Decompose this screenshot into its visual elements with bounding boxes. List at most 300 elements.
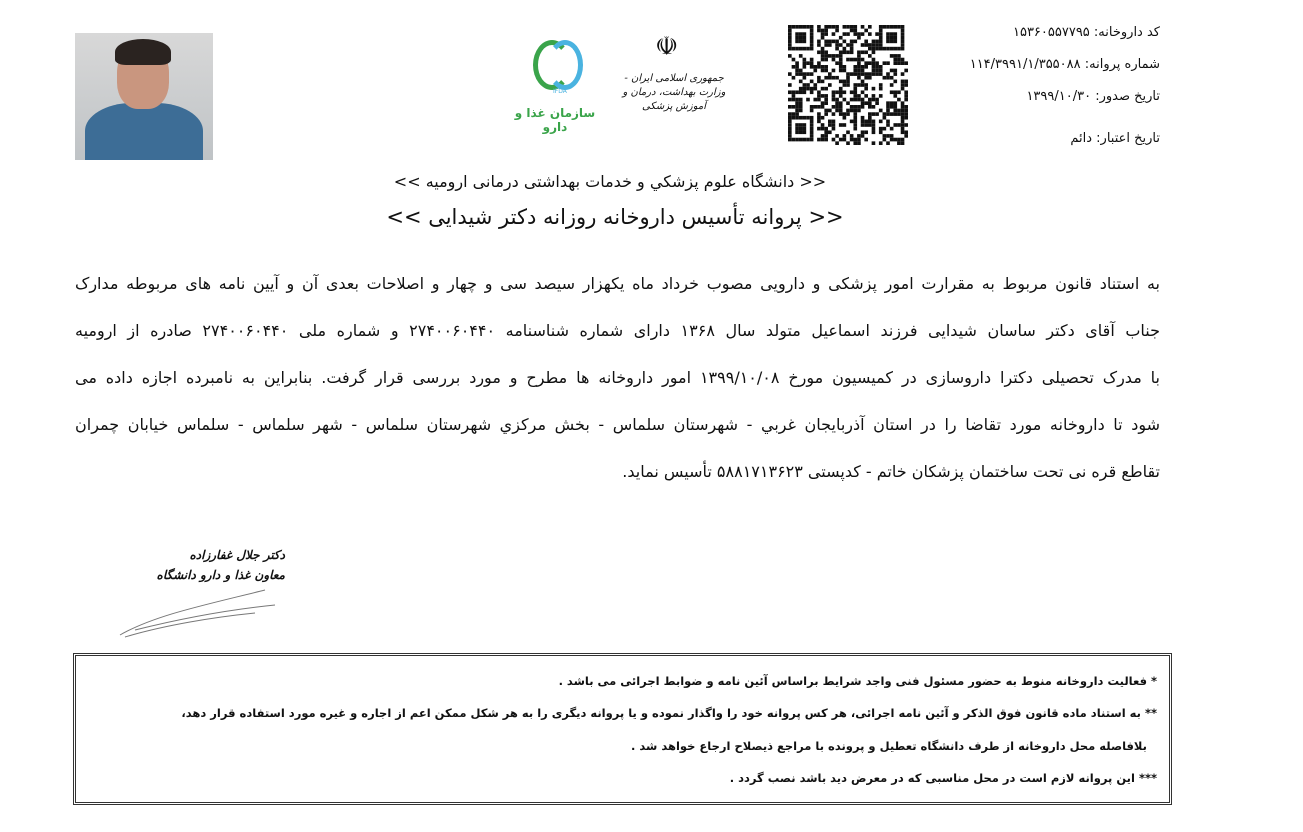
qr-module [795,72,799,76]
qr-module [824,87,828,91]
qr-module [850,47,854,51]
qr-module [861,134,865,138]
qr-module [824,109,828,113]
qr-module [788,98,792,102]
qr-module [810,43,814,47]
qr-module [813,83,817,87]
qr-module [828,120,832,124]
qr-module [810,130,814,134]
qr-module [883,134,887,138]
qr-module [857,32,861,36]
qr-module [893,72,897,76]
qr-module [853,72,857,76]
qr-module [890,25,894,29]
qr-module [803,65,807,69]
qr-module [843,25,847,29]
qr-module [897,123,901,127]
qr-module [879,36,883,40]
qr-module [861,69,865,73]
qr-module [868,76,872,80]
qr-module [799,101,803,105]
qr-module [868,112,872,116]
qr-module [886,76,890,80]
qr-module [886,36,890,40]
qr-module [893,47,897,51]
qr-module [901,29,905,33]
qr-module [868,61,872,65]
qr-module [861,50,865,54]
qr-module [864,130,868,134]
qr-module [832,25,836,29]
qr-module [886,123,890,127]
qr-module [843,65,847,69]
qr-module [824,50,828,54]
qr-module [890,69,894,73]
qr-module [886,32,890,36]
qr-module [832,120,836,124]
qr-module [872,61,876,65]
qr-module [850,43,854,47]
qr-module [817,138,821,142]
qr-module [832,127,836,131]
qr-module [803,36,807,40]
qr-module [853,138,857,142]
qr-module [832,105,836,109]
qr-module [904,80,908,84]
qr-module [832,138,836,142]
qr-module [824,130,828,134]
issue-date: تاریخ صدور: ۱۳۹۹/۱۰/۳۰ [1026,89,1160,104]
qr-module [868,105,872,109]
qr-module [901,109,905,113]
qr-module [904,123,908,127]
qr-module [901,112,905,116]
qr-module [868,47,872,51]
qr-module [850,120,854,124]
qr-module [904,130,908,134]
qr-module [832,58,836,62]
qr-module [857,76,861,80]
qr-module [795,32,799,36]
qr-module [835,29,839,33]
qr-module [883,61,887,65]
qr-module [795,138,799,142]
qr-module [883,47,887,51]
qr-module [890,138,894,142]
qr-module [795,101,799,105]
qr-module [835,25,839,29]
qr-module [810,105,814,109]
qr-module [864,83,868,87]
qr-module [864,101,868,105]
qr-module [821,138,825,142]
qr-module [788,54,792,58]
qr-module [799,54,803,58]
qr-module [799,130,803,134]
qr-module [832,123,836,127]
qr-module [803,138,807,142]
qr-module [835,141,839,145]
qr-module [813,65,817,69]
qr-module [893,25,897,29]
qr-module [817,25,821,29]
qr-module [806,83,810,87]
qr-module [824,138,828,142]
qr-module [879,65,883,69]
qr-module [810,61,814,65]
qr-module [875,61,879,65]
qr-module [799,87,803,91]
qr-module [846,80,850,84]
qr-module [824,32,828,36]
qr-module [857,141,861,145]
qr-module [886,61,890,65]
qr-module [864,94,868,98]
qr-module [806,116,810,120]
qr-module [792,47,796,51]
qr-module [861,83,865,87]
holder-photo [75,33,213,160]
qr-module [824,65,828,69]
qr-module [893,80,897,84]
qr-module [824,127,828,131]
qr-module [803,116,807,120]
qr-module [864,76,868,80]
qr-module [810,40,814,44]
qr-module [853,94,857,98]
qr-module [846,72,850,76]
qr-module [835,109,839,113]
qr-module [883,138,887,142]
qr-module [890,90,894,94]
qr-module [824,43,828,47]
qr-module [788,40,792,44]
qr-module [857,65,861,69]
body-line: به استناد قانون مربوط به مقرارت امور پزشکی و دارویی مصوب خرداد ماه یکهزار سیصد سی و چهار و اصلاحات بعدی آن و آیین نامه های مربوطه مدارک [75,274,1160,293]
qr-module [828,72,832,76]
qr-module [901,123,905,127]
qr-module [864,29,868,33]
qr-module [857,69,861,73]
qr-module [893,32,897,36]
qr-module [821,58,825,62]
qr-module [879,87,883,91]
qr-module [872,94,876,98]
qr-module [883,112,887,116]
qr-module [872,105,876,109]
qr-module [904,112,908,116]
qr-module [893,36,897,40]
qr-module [872,72,876,76]
qr-module [839,138,843,142]
qr-module [886,120,890,124]
qr-module [886,112,890,116]
qr-module [799,127,803,131]
qr-module [904,69,908,73]
qr-module [824,98,828,102]
qr-module [788,105,792,109]
qr-module [810,123,814,127]
qr-module [803,76,807,80]
qr-module [795,65,799,69]
qr-module [803,83,807,87]
qr-module [853,58,857,62]
qr-module [868,54,872,58]
qr-module [843,138,847,142]
qr-module [817,65,821,69]
qr-module [799,69,803,73]
qr-module [872,130,876,134]
qr-module [904,105,908,109]
qr-module [904,109,908,113]
qr-module [839,109,843,113]
qr-module [817,105,821,109]
qr-module [893,90,897,94]
qr-module [832,40,836,44]
qr-module [868,120,872,124]
qr-module [828,109,832,113]
qr-module [864,61,868,65]
qr-module [904,116,908,120]
qr-module [821,134,825,138]
qr-module [853,109,857,113]
qr-module [795,40,799,44]
qr-module [835,98,839,102]
qr-module [853,98,857,102]
qr-module [853,40,857,44]
qr-module [850,50,854,54]
qr-module [832,76,836,80]
qr-module [872,87,876,91]
qr-module [846,76,850,80]
qr-module [893,58,897,62]
body-line: شود تا داروخانه مورد تقاضا را در استان آذربایجان غربي - شهرستان سلماس - بخش مرکزي شهرستان سلماس - شهر سلماس - سلماس خیابان چمران [75,415,1160,434]
qr-module [846,112,850,116]
qr-module [879,72,883,76]
qr-module [901,47,905,51]
qr-module [817,29,821,33]
qr-module [904,98,908,102]
qr-module [788,43,792,47]
qr-module [803,90,807,94]
qr-module [821,127,825,131]
qr-module [886,109,890,113]
qr-module [901,25,905,29]
qr-module [835,54,839,58]
qr-module [788,138,792,142]
qr-module [810,87,814,91]
qr-module [792,112,796,116]
qr-module [795,130,799,134]
qr-module [788,134,792,138]
qr-module [872,69,876,73]
qr-module [803,72,807,76]
qr-module [817,43,821,47]
qr-module [901,141,905,145]
qr-module [901,80,905,84]
qr-module [803,87,807,91]
qr-module [788,47,792,51]
qr-module [799,80,803,84]
qr-module [835,134,839,138]
qr-module [875,72,879,76]
qr-module [904,94,908,98]
qr-module [806,98,810,102]
qr-module [835,47,839,51]
qr-module [897,138,901,142]
qr-module [861,80,865,84]
logos [505,30,735,134]
qr-module [832,94,836,98]
qr-module [853,141,857,145]
qr-module [850,138,854,142]
qr-module [799,36,803,40]
qr-module [792,105,796,109]
qr-module [893,138,897,142]
qr-module [901,32,905,36]
qr-module [839,50,843,54]
qr-module [872,120,876,124]
qr-module [799,116,803,120]
qr-module [839,43,843,47]
qr-module [799,105,803,109]
qr-module [875,32,879,36]
qr-module [810,90,814,94]
qr-module [853,69,857,73]
qr-module [893,40,897,44]
qr-module [828,25,832,29]
qr-module [872,65,876,69]
qr-module [886,134,890,138]
qr-module [893,105,897,109]
qr-module [864,50,868,54]
qr-module [803,127,807,131]
qr-module [821,105,825,109]
qr-module [832,90,836,94]
qr-module [843,40,847,44]
qr-module [817,112,821,116]
qr-module [872,40,876,44]
qr-module [788,72,792,76]
qr-module [821,47,825,51]
qr-module [788,112,792,116]
qr-module [883,116,887,120]
qr-module [810,29,814,33]
body-line: جناب آقای دکتر ساسان شیدایی فرزند اسماعیل متولد سال ۱۳۶۸ دارای شماره شناسنامه ۲۷۴۰۰۶۰۴۴۰ و شماره ملی ۲۷۴۰۰۶۰۴۴۰ صادره از ارومیه [75,321,1160,340]
qr-module [795,36,799,40]
qr-module [879,47,883,51]
qr-module [846,25,850,29]
pharmacy-code: کد داروخانه: ۱۵۳۶۰۵۵۷۷۹۵ [1012,25,1160,40]
qr-module [846,32,850,36]
qr-module [853,123,857,127]
qr-module [846,83,850,87]
qr-module [806,47,810,51]
qr-module [806,25,810,29]
signature-scribble-icon [115,575,285,640]
qr-module [817,94,821,98]
qr-module [843,80,847,84]
qr-module [813,69,817,73]
qr-module [868,32,872,36]
qr-module [890,76,894,80]
body-line: تقاطع قره نی تحت ساختمان پزشکان خاتم - کدپستی ۵۸۸۱۷۱۳۶۲۳ تأسیس نماید. [622,462,1160,481]
qr-module [853,120,857,124]
qr-module [893,101,897,105]
qr-module [868,98,872,102]
qr-module [886,47,890,51]
qr-module [879,43,883,47]
qr-module [861,65,865,69]
qr-module [872,141,876,145]
qr-module [839,105,843,109]
qr-module [861,32,865,36]
qr-module [828,40,832,44]
qr-module [886,40,890,44]
qr-module [897,54,901,58]
qr-module [886,141,890,145]
qr-module [879,83,883,87]
qr-module [853,116,857,120]
qr-module [806,87,810,91]
qr-module [846,109,850,113]
qr-module [795,90,799,94]
qr-module [850,25,854,29]
qr-module [897,98,901,102]
qr-module [890,134,894,138]
qr-module [864,40,868,44]
qr-module [799,32,803,36]
qr-module [843,134,847,138]
qr-module [853,127,857,131]
qr-module [875,112,879,116]
qr-module [817,120,821,124]
qr-module [904,90,908,94]
qr-module [813,87,817,91]
qr-module [879,94,883,98]
qr-module [861,130,865,134]
qr-module [792,98,796,102]
qr-module [875,69,879,73]
qr-module [843,69,847,73]
qr-module [861,116,865,120]
qr-module [788,83,792,87]
validity-date: تاریخ اعتبار: دائم [1070,131,1160,146]
qr-module [810,32,814,36]
qr-module [853,65,857,69]
qr-module [879,25,883,29]
qr-module [821,87,825,91]
qr-module [893,54,897,58]
qr-module [886,72,890,76]
qr-module [813,105,817,109]
qr-module [799,138,803,142]
notes-box [73,653,1172,805]
qr-module [853,32,857,36]
qr-module [861,120,865,124]
qr-module [839,112,843,116]
qr-module [875,40,879,44]
note-item: *** این پروانه لازم است در محل مناسبی که در معرض دید باشد نصب گردد . [729,771,1157,785]
qr-module [792,138,796,142]
qr-module [795,116,799,120]
qr-module [821,69,825,73]
qr-module [795,61,799,65]
qr-module [810,25,814,29]
qr-module [792,94,796,98]
qr-module [879,109,883,113]
qr-module [839,123,843,127]
